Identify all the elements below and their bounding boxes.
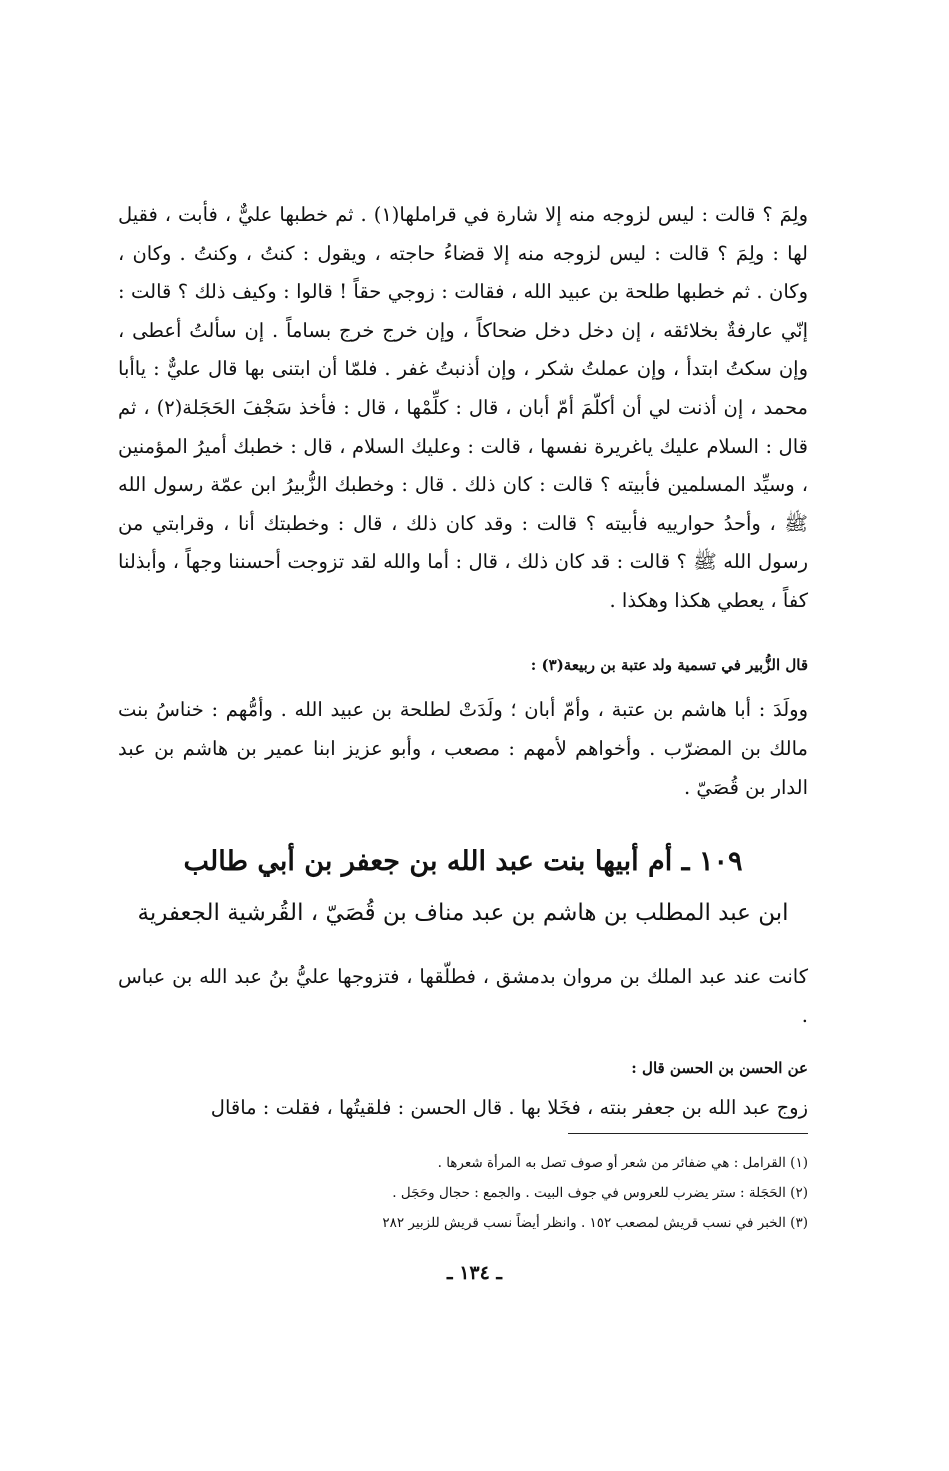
- body-paragraph-4: زوج عبد الله بن جعفر بنته ، فخَلا بها . قال الحسن : فلقيتُها ، فقلت : ماقال: [210, 1096, 808, 1119]
- footnotes: [118, 1148, 808, 1238]
- subheading-hasan-narration: عن الحسن بن الحسن قال :: [631, 1059, 808, 1077]
- footnote-2: (٢) الحَجَلة : ستر يضرب للعروس في جوف البيت . والجمع : حجال وحَجَل .: [392, 1185, 808, 1201]
- subheading-zubayr-sons-of-utba: قال الزُّبير في تسمية ولد عتبة بن ربيعة(٣) :: [530, 656, 808, 674]
- footnote-separator: [568, 1133, 808, 1134]
- footnote-3: (٣) الخبر في نسب قريش لمصعب ١٥٢ . وانظر أيضاً نسب قريش للزبير ٢٨٢: [382, 1215, 808, 1231]
- page-number: ـ ١٣٤ ـ: [447, 1262, 502, 1284]
- body-paragraph-3: كانت عند عبد الملك بن مروان بدمشق ، فطلّقها ، فتزوجها عليُّ بنُ عبد الله بن عباس .: [118, 965, 808, 1027]
- footnote-1: (١) القرامل : هي ضفائر من شعر أو صوف تصل به المرأة شعرها .: [437, 1155, 808, 1171]
- body-paragraph-1: ولِمَ ؟ قالت : ليس لزوجه منه إلا شارة في قراملها(١) . ثم خطبها عليٌّ ، فأبت ، فقيل لها : ولِمَ ؟ قالت : ليس لزوجه منه إلا قضاءُ حاجته ، ويقول : كنتُ ، وكنتُ . وكان ، وكان . ثم خطبها طلحة بن عبيد الله ، فقالت : زوجي حقاً ! قالوا : وكيف ذلك ؟ قالت : إنّي عارفةٌ بخلائقه ، إن دخل دخل ضحاكاً ، وإن خرج خرج بساماً . إن سألتُ أعطى ، وإن سكتُ ابتدأ ، وإن عملتُ شكر ، وإن أذنبتُ غفر . فلمّا أن ابتنى بها قال عليٌّ : ياأبا محمد ، إن أذنت لي أن أكلّمَ أمّ أبان ، قال : كلِّمْها ، قال : فأخذ سَجْفَ الحَجَلة(٢) ، ثم قال : السلام عليك ياغريرة نفسها ، قالت : وعليك السلام ، قال : خطبك أميرُ المؤمنين ، وسيِّد المسلمين فأبيته ؟ قالت : كان ذلك . قال : وخطبك الزُّبيرُ ابن عمّة رسول الله ﷺ ، وأحدُ حوارييه فأبيته ؟ قالت : وقد كان ذلك ، قال : وخطبتك أنا ، وقرابتي من رسول الله ﷺ ؟ قالت : قد كان ذلك ، قال : أما والله لقد تزوجت أحسننا وجهاً ، وأبذلنا كفاً ، يعطي هكذا وهكذا .: [118, 203, 808, 612]
- entry-subtitle: ابن عبد المطلب بن هاشم بن عبد مناف بن قُصَيّ ، القُرشية الجعفرية: [137, 900, 789, 926]
- entry-title: ١٠٩ ـ أم أبيها بنت عبد الله بن جعفر بن أبي طالب: [183, 846, 743, 877]
- body-paragraph-2: وولَدَ : أبا هاشم بن عتبة ، وأمّ أبان ؛ ولَدَتْ لطلحة بن عبيد الله . وأمُّهم : خناسُ بنت مالك بن المضرّب . وأخواهم لأمهم : مصعب ، وأبو عزيز ابنا عمير بن هاشم بن عبد الدار بن قُصَيّ .: [118, 698, 808, 799]
